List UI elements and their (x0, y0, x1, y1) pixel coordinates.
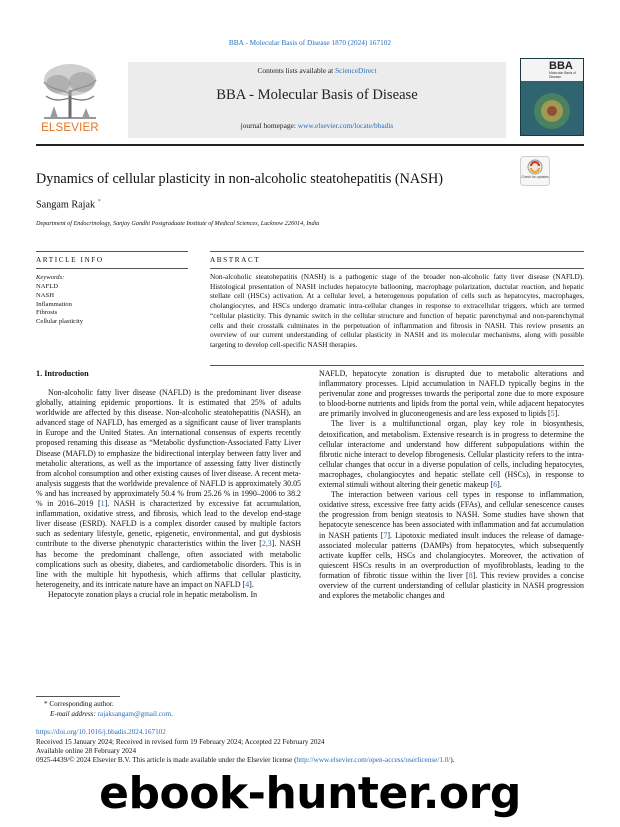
text-run: ]. NASH has become the predominant challenge, often associated with metabolic complications such as obesity, diabetes, and cardiometabolic disorders. This is in line with the multiple hit hypothesis, which affirms that cellular plasticity, heterogeneity, and its intricate nature have an impact on NAFLD [ (36, 539, 301, 589)
text-run: ]. (554, 409, 560, 419)
publisher-name: ELSEVIER (41, 122, 99, 134)
contents-line (128, 66, 506, 75)
article-info-sub-rule (36, 268, 188, 269)
email-end: . (171, 710, 173, 718)
article-info-heading: ARTICLE INFO (36, 256, 104, 264)
cover-bba-text: BBA (549, 60, 573, 72)
abstract-text: Non-alcoholic steatohepatitis (NASH) is a pathogenic stage of the broader non-alcoholic fatty liver disease (NAFLD). Histological presentation of NASH includes hepatocyte ballooning, macrophage polarization, ductular reaction, and hepatic stellate cell (HSCs) activation. At a cellular level, a heterogenous population of cells such as hepatocytes, macrophages, cholangiocytes, and HSCs undergo dramatic intra-cellular changes in response to extracellular triggers, which are termed “cellular plasticity. This dynamic switch in the cellular structure and function of hepatic parenchymal and non-parenchymal cells and their crosstalk culminates in the perpetuation of inflammation and fibrosis in NASH. This review presents an overview of our current understanding of cellular plasticity in NASH and its molecular mechanisms, along with possible targeting to develop cell-specific NASH therapies. (210, 272, 584, 349)
text-run: ]. (249, 579, 254, 589)
header-rule (36, 144, 584, 146)
license-end: ). (450, 756, 455, 764)
abstract-top-rule (210, 251, 584, 252)
reference-link[interactable]: 8 (468, 570, 473, 580)
author-name-text: Sangam Rajak (36, 199, 96, 211)
email-link[interactable]: rajaksangam@gmail.com (97, 710, 172, 718)
text-run: The liver is a multifunctional organ, play key role in biosynthesis, detoxification, and metabolism. Extensive research is in progress to determine the cellular interactome and understand how different subpopulations within the fibrotic niche interact to develop fibrogenesis. Cellular plasticity refers to the intra-cellular changes that occur in a diverse population of cells, including hepatocytes, macrophages, cholangiocytes and hepatic stellate cell (HSCs), in response to external stimuli without altering their genetic makeup [ (319, 419, 584, 490)
journal-citation[interactable]: BBA - Molecular Basis of Disease 1870 (2024) 167102 (228, 38, 392, 47)
text-run: ]. This review provides a concise overview of the current understanding of cellular plasticity in NASH progression and explores the metabolic changes and (319, 570, 585, 601)
abstract-heading: ABSTRACT (210, 256, 261, 264)
reference-link[interactable]: 1 (100, 499, 105, 509)
text-run: Non-alcoholic fatty liver disease (NAFLD) is the predominant liver disease globally, attaining epidemic proportions. It is estimated that 25% of adults worldwide are affected by this disease. Non-alcoholic steatohepatitis (NASH), an advanced stage of NAFLD, has emerged as a significant cause of liver transplants in Europe and the United States. An international consensus of experts recently proposed renaming this disease as “Metabolic dysfunction-Associated Fatty Liver Disease (MAFLD) to emphasize the bidirectional interplay between fatty liver and metabolic alterations, as well as the importance of assessing fatty liver distinctly from alcohol consumption and other existing causes of liver disease. A recent meta-analysis suggests that the worldwide prevalence of NAFLD is approximately 30.05 % and has increased by approximately 50.4 % from 25.26 % in 1990–2006 to 38.2 % in 2016–2019 [ (36, 388, 301, 509)
text-run: NAFLD, hepatocyte zonation is disrupted due to metabolic alterations and inflammatory processes. Lipid accumulation in NAFLD typically begins in the perivenular zone and progresses towards the periportal zone due to more exposure to blood-borne nutrients and lipids from the portal vein, while adjacent hepatocytes are primarily involved in gluconeogenesis and are less exposed to lipids [ (319, 369, 584, 419)
reference-link[interactable]: 2,3 (261, 539, 272, 549)
corresponding-author-mark[interactable]: * (97, 199, 101, 205)
reference-link[interactable]: 7 (383, 530, 388, 540)
author-name (36, 199, 101, 210)
footnote-rule (36, 696, 120, 697)
keywords-list (36, 283, 83, 327)
keyword-item: Fibrosis (36, 309, 58, 317)
check-for-updates-badge[interactable] (520, 156, 550, 186)
watermark: ebook-hunter.org (99, 768, 521, 819)
intro-paragraph: Hepatocyte zonation plays a crucial role in hepatic metabolism. In (48, 589, 258, 599)
journal-title: BBA - Molecular Basis of Disease (216, 87, 418, 103)
journal-cover-thumbnail[interactable] (520, 58, 584, 136)
license-line (36, 756, 455, 764)
text-run: The interaction between various cell types in response to inflammation, oxidative stress, excessive free fatty acids (FFAs), and cellular senescence causes the progression from benign steatosis to NASH. Some studies have shown that hepatocyte senescence has been associated with inflammation and fat accumulation in NASH patients [ (319, 490, 584, 540)
cover-subtitle: Molecular Basis of Disease (549, 71, 576, 79)
body-right-column (319, 369, 584, 601)
email-label: E-mail address: (50, 710, 98, 718)
license-link[interactable]: http://www.elsevier.com/open-access/userlicense/1.0/ (296, 756, 451, 764)
license-text: 0925-4439/© 2024 Elsevier B.V. This article is made available under the Elsevier license ( (36, 756, 297, 764)
footnote-corresponding: Corresponding author. (49, 700, 114, 708)
intro-paragraph (36, 388, 301, 590)
intro-paragraph (319, 369, 584, 419)
homepage-line (128, 121, 506, 130)
keyword-item: Inflammation (36, 300, 72, 308)
intro-paragraph (319, 419, 584, 490)
contents-prefix: Contents lists available at (257, 66, 336, 75)
keywords-label: Keywords: (36, 274, 65, 281)
article-info-top-rule (36, 251, 188, 252)
article-title: Dynamics of cellular plasticity in non-alcoholic steatohepatitis (NASH) (36, 171, 443, 187)
abstract-bottom-rule (210, 365, 584, 366)
reference-link[interactable]: 4 (245, 579, 250, 589)
keyword-item: NASH (36, 291, 54, 299)
homepage-prefix: journal homepage: (240, 121, 298, 130)
text-run: ]. (497, 480, 502, 490)
doi-link[interactable]: https://doi.org/10.1016/j.bbadis.2024.167102 (36, 728, 166, 736)
check-updates-label: Check for updates (521, 175, 549, 179)
reference-link[interactable]: 5 (550, 409, 555, 419)
keyword-item: Cellular plasticity (36, 318, 84, 326)
keyword-item: NAFLD (36, 283, 58, 290)
received-dates: Received 15 January 2024; Received in revised form 19 February 2024; Accepted 22 February 2024 (36, 738, 325, 746)
cover-art (521, 81, 583, 135)
email-note (50, 710, 173, 718)
text-run: ]. Lipotoxic mediated insult induces the release of damage-associated molecular patterns (DAMPs) from hepatocytes, which subsequently activate kupffer cells, HSCs and cholangiocytes. Moreover, the activation of quiescent HSCs results in an overproduction of myofibroblasts, leading to the formation of fibrotic tissue within the liver [ (319, 530, 584, 580)
introduction-heading: 1. Introduction (36, 369, 89, 378)
text-run: ]. NASH is characterized by excessive fat accumulation, inflammation, oxidative stress, and fibrosis, which lead to the develop end-stage liver disease (ESRD). NAFLD is a complex disorder caused by multiple factors such as sedentary lifestyle, genetic, epigenetic, environmental, and gut dysbiosis contribute to the diverse phenotypic characteristics within the liver [ (36, 499, 302, 549)
available-online-date: Available online 28 February 2024 (36, 747, 137, 755)
footnote-mark: * (44, 700, 48, 708)
reference-link[interactable]: 6 (493, 480, 498, 490)
journal-homepage-link[interactable]: www.elsevier.com/locate/bbadis (297, 121, 394, 130)
corresponding-author-note (44, 700, 114, 708)
intro-paragraph (319, 490, 584, 601)
author-affiliation: Department of Endocrinology, Sanjay Gandhi Postgraduate Institute of Medical Sciences, Lucknow 226014, India (36, 220, 320, 227)
sciencedirect-link[interactable]: ScienceDirect (335, 66, 377, 75)
body-left-column (36, 388, 301, 600)
abstract-sub-rule (210, 268, 584, 269)
